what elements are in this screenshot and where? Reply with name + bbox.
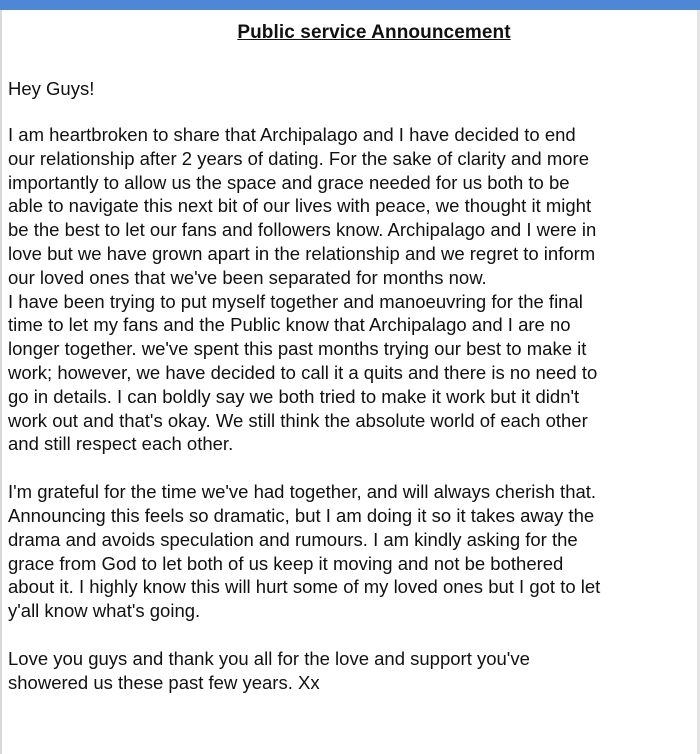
text-line: longer together. we've spent this past months trying our best to make it xyxy=(8,338,587,360)
text-line: able to navigate this next bit of our lives with peace, we thought it might xyxy=(8,195,592,217)
text-line: grace from God to let both of us keep it moving and not be bothered xyxy=(8,552,564,574)
left-border xyxy=(0,10,2,754)
announcement-document xyxy=(8,22,690,719)
text-line: I have been trying to put myself together and manoeuvring for the final xyxy=(8,290,583,312)
paragraph-3 xyxy=(8,647,690,695)
text-line: showered us these past few years. Xx xyxy=(8,671,320,693)
text-line: I'm grateful for the time we've had together, and will always cherish that. xyxy=(8,481,597,503)
paragraph-2 xyxy=(8,480,690,623)
text-line: love but we have grown apart in the relationship and we regret to inform xyxy=(8,242,596,264)
text-line: our loved ones that we've been separated for months now. xyxy=(8,266,487,288)
greeting-text: Hey Guys! xyxy=(8,78,95,99)
window-top-bar xyxy=(0,0,700,10)
text-line: about it. I highly know this will hurt some of my loved ones but I got to let xyxy=(8,576,601,598)
text-line: importantly to allow us the space and grace needed for us both to be xyxy=(8,171,570,193)
text-line: our relationship after 2 years of dating. For the sake of clarity and more xyxy=(8,147,589,169)
document-title: Public service Announcement xyxy=(237,22,511,43)
text-line: I am heartbroken to share that Archipalago and I have decided to end xyxy=(8,124,576,145)
text-line: go in details. I can boldly say we both tried to make it work but it didn't xyxy=(8,385,580,407)
paragraph-1 xyxy=(8,123,690,456)
text-line: and still respect each other. xyxy=(8,433,234,455)
text-line: Announcing this feels so dramatic, but I am doing it so it takes away the xyxy=(8,504,595,526)
text-line: y'all know what's going. xyxy=(8,600,201,622)
text-line: drama and avoids speculation and rumours. I am kindly asking for the xyxy=(8,528,578,550)
text-line: work out and that's okay. We still think the absolute world of each other xyxy=(8,409,588,431)
text-line: time to let my fans and the Public know that Archipalago and I are no xyxy=(8,314,571,336)
text-line: work; however, we have decided to call it a quits and there is no need to xyxy=(8,361,598,383)
text-line: be the best to let our fans and followers know. Archipalago and I were in xyxy=(8,219,597,241)
text-line: Love you guys and thank you all for the love and support you've xyxy=(8,647,530,669)
